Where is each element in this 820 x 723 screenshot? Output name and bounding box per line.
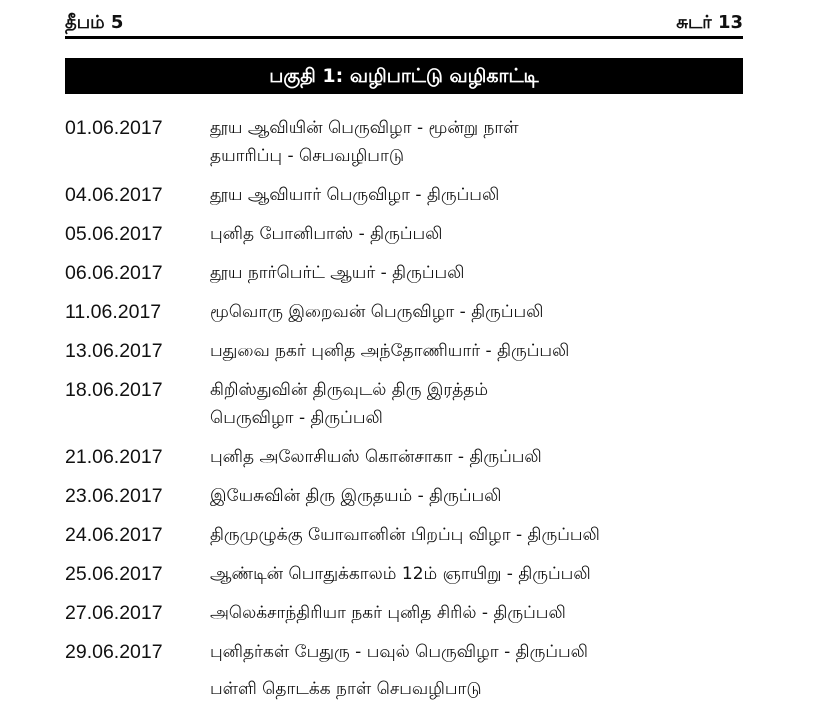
schedule-description: புனிதர்கள் பேதுரு - பவுல் பெருவிழா - திருப்பலி — [210, 642, 588, 662]
schedule-date: 23.06.2017 — [65, 485, 163, 507]
schedule-row — [65, 443, 765, 471]
section-title-banner: பகுதி 1: வழிபாட்டு வழிகாட்டி — [65, 58, 743, 94]
schedule-date: 18.06.2017 — [65, 379, 163, 401]
volume-label: சுடர் 13 — [676, 12, 743, 33]
schedule-row — [65, 259, 765, 287]
schedule-description: புனித போனிபாஸ் - திருப்பலி — [210, 224, 443, 244]
schedule-date: 29.06.2017 — [65, 641, 163, 663]
schedule-date: 11.06.2017 — [65, 301, 162, 323]
schedule-row — [65, 521, 765, 549]
schedule-description: மூவொரு இறைவன் பெருவிழா - திருப்பலி — [210, 302, 544, 322]
schedule-description: தூய ஆவியின் பெருவிழா - மூன்று நாள் தயாரிப்பு - செபவழிபாடு — [210, 118, 519, 166]
schedule-date: 24.06.2017 — [65, 524, 163, 546]
schedule-row — [65, 114, 765, 170]
schedule-description: புனித அலோசியஸ் கொன்சாகா - திருப்பலி — [210, 447, 542, 467]
schedule-row — [65, 298, 765, 326]
schedule-row — [65, 599, 765, 627]
schedule-row — [65, 220, 765, 248]
schedule-continuation-line: பள்ளி தொடக்க நாள் செபவழிபாடு — [210, 679, 482, 699]
schedule-date: 05.06.2017 — [65, 223, 163, 245]
schedule-row — [65, 181, 765, 209]
worship-schedule-list — [65, 114, 765, 703]
schedule-description: அலெக்சாந்திரியா நகர் புனித சிரில் - திருப்பலி — [210, 603, 566, 623]
schedule-description: கிறிஸ்துவின் திருவுடல் திரு இரத்தம் பெருவிழா - திருப்பலி — [210, 380, 489, 428]
page-header — [65, 10, 743, 39]
schedule-date: 06.06.2017 — [65, 262, 163, 284]
schedule-row — [65, 482, 765, 510]
schedule-description: இயேசுவின் திரு இருதயம் - திருப்பலி — [210, 486, 502, 506]
schedule-date: 13.06.2017 — [65, 340, 163, 362]
schedule-row — [65, 337, 765, 365]
schedule-date: 01.06.2017 — [65, 117, 163, 139]
schedule-date: 25.06.2017 — [65, 563, 163, 585]
schedule-description: தூய ஆவியார் பெருவிழா - திருப்பலி — [210, 185, 500, 205]
schedule-date: 27.06.2017 — [65, 602, 163, 624]
schedule-description: ஆண்டின் பொதுக்காலம் 12ம் ஞாயிறு - திருப்பலி — [210, 564, 591, 584]
schedule-description: திருமுழுக்கு யோவானின் பிறப்பு விழா - திருப்பலி — [210, 525, 600, 545]
schedule-description: பதுவை நகர் புனித அந்தோணியார் - திருப்பலி — [210, 341, 570, 361]
schedule-row — [65, 560, 765, 588]
schedule-date: 21.06.2017 — [65, 446, 163, 468]
schedule-description: தூய நார்பெர்ட் ஆயர் - திருப்பலி — [210, 263, 465, 283]
schedule-row — [65, 638, 765, 666]
issue-label: தீபம் 5 — [65, 12, 124, 33]
schedule-date: 04.06.2017 — [65, 184, 163, 206]
schedule-row — [65, 376, 765, 432]
